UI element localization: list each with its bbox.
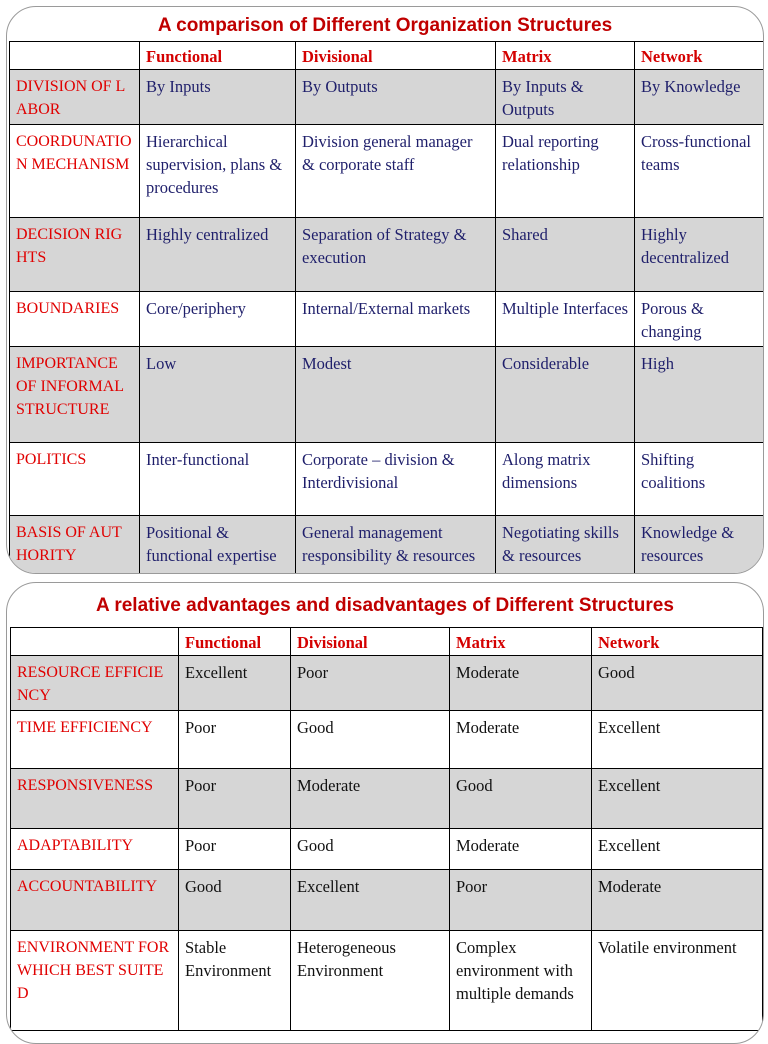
column-header-network: Network <box>635 42 765 70</box>
table-cell: Low <box>140 347 296 443</box>
table-cell: Excellent <box>291 870 450 931</box>
column-header-divisional: Divisional <box>291 628 450 656</box>
table-cell: Separation of Strategy & execution <box>296 218 496 292</box>
advantages-slide <box>6 582 764 1044</box>
table-cell: Multiple Interfaces <box>496 292 635 347</box>
table-cell: Poor <box>179 769 291 829</box>
table-cell: By Inputs & Outputs <box>496 70 635 125</box>
table-cell: Poor <box>179 711 291 769</box>
table-cell: Negotiating skills & resources <box>496 516 635 575</box>
table-cell: Heterogeneous Environment <box>291 931 450 1031</box>
table-cell: Division general manager & corporate staff <box>296 125 496 218</box>
table-row <box>11 656 763 711</box>
column-header-matrix: Matrix <box>496 42 635 70</box>
table-row <box>10 292 765 347</box>
slide-title: A relative advantages and disadvantages of Different Structures <box>96 595 674 616</box>
table-cell: Moderate <box>592 870 763 931</box>
comparison-table <box>9 41 764 574</box>
table-row <box>11 870 763 931</box>
table-cell: Poor <box>291 656 450 711</box>
table-cell: Excellent <box>592 711 763 769</box>
table-cell: Considerable <box>496 347 635 443</box>
table-row <box>10 218 765 292</box>
row-header: TIME EFFICIENCY <box>11 711 179 769</box>
table-cell: Poor <box>179 829 291 870</box>
table-cell: Stable Environment <box>179 931 291 1031</box>
table-cell: Good <box>179 870 291 931</box>
row-header: RESPONSIVENESS <box>11 769 179 829</box>
header-row <box>11 628 763 656</box>
table-cell: Excellent <box>179 656 291 711</box>
table-cell: Cross-functional teams <box>635 125 765 218</box>
table-row <box>10 125 765 218</box>
column-header-functional: Functional <box>179 628 291 656</box>
table-cell: Core/periphery <box>140 292 296 347</box>
table-cell: Internal/External markets <box>296 292 496 347</box>
header-row <box>10 42 765 70</box>
column-header-matrix: Matrix <box>450 628 592 656</box>
table-cell: Shifting coalitions <box>635 443 765 516</box>
table-cell: Excellent <box>592 829 763 870</box>
column-header-divisional: Divisional <box>296 42 496 70</box>
table-cell: High <box>635 347 765 443</box>
table-row <box>10 443 765 516</box>
corner-cell <box>10 42 140 70</box>
table-row <box>10 516 765 575</box>
table-row <box>10 70 765 125</box>
table-row <box>11 711 763 769</box>
row-header: BOUNDARIES <box>10 292 140 347</box>
row-header: ENVIRONMENT FOR WHICH BEST SUITED <box>11 931 179 1031</box>
table-cell: Good <box>450 769 592 829</box>
slide-title: A comparison of Different Organization Structures <box>157 15 613 36</box>
table-cell: Poor <box>450 870 592 931</box>
table-cell: Good <box>291 711 450 769</box>
row-header: DIVISION OF LABOR <box>10 70 140 125</box>
table-cell: Porous & changing <box>635 292 765 347</box>
table-row <box>11 829 763 870</box>
table-cell: Along matrix dimensions <box>496 443 635 516</box>
table-cell: Inter-functional <box>140 443 296 516</box>
table-cell: By Inputs <box>140 70 296 125</box>
table-cell: Dual reporting relationship <box>496 125 635 218</box>
row-header: IMPORTANCE OF INFORMAL STRUCTURE <box>10 347 140 443</box>
row-header: ADAPTABILITY <box>11 829 179 870</box>
row-header: POLITICS <box>10 443 140 516</box>
table-cell: General management responsibility & resources <box>296 516 496 575</box>
table-cell: Moderate <box>291 769 450 829</box>
table-cell: Shared <box>496 218 635 292</box>
table-row <box>10 347 765 443</box>
corner-cell <box>11 628 179 656</box>
table-cell: Knowledge & resources <box>635 516 765 575</box>
table-cell: By Outputs <box>296 70 496 125</box>
table-cell: Moderate <box>450 829 592 870</box>
table-cell: By Knowledge <box>635 70 765 125</box>
table-cell: Positional & functional expertise <box>140 516 296 575</box>
row-header: COORDUNATION MECHANISM <box>10 125 140 218</box>
column-header-functional: Functional <box>140 42 296 70</box>
table-cell: Good <box>291 829 450 870</box>
row-header: ACCOUNTABILITY <box>11 870 179 931</box>
row-header: DECISION RIGHTS <box>10 218 140 292</box>
table-cell: Moderate <box>450 711 592 769</box>
advantages-table <box>10 627 763 1031</box>
table-row <box>11 769 763 829</box>
table-cell: Excellent <box>592 769 763 829</box>
table-cell: Moderate <box>450 656 592 711</box>
table-row <box>11 931 763 1031</box>
table-cell: Complex environment with multiple demands <box>450 931 592 1031</box>
table-cell: Modest <box>296 347 496 443</box>
column-header-network: Network <box>592 628 763 656</box>
table-cell: Good <box>592 656 763 711</box>
table-cell: Hierarchical supervision, plans & procedures <box>140 125 296 218</box>
table-cell: Corporate – division & Interdivisional <box>296 443 496 516</box>
row-header: BASIS OF AUTHORITY <box>10 516 140 575</box>
row-header: RESOURCE EFFICIENCY <box>11 656 179 711</box>
table-cell: Volatile environment <box>592 931 763 1031</box>
table-cell: Highly centralized <box>140 218 296 292</box>
comparison-slide <box>6 6 764 574</box>
table-cell: Highly decentralized <box>635 218 765 292</box>
